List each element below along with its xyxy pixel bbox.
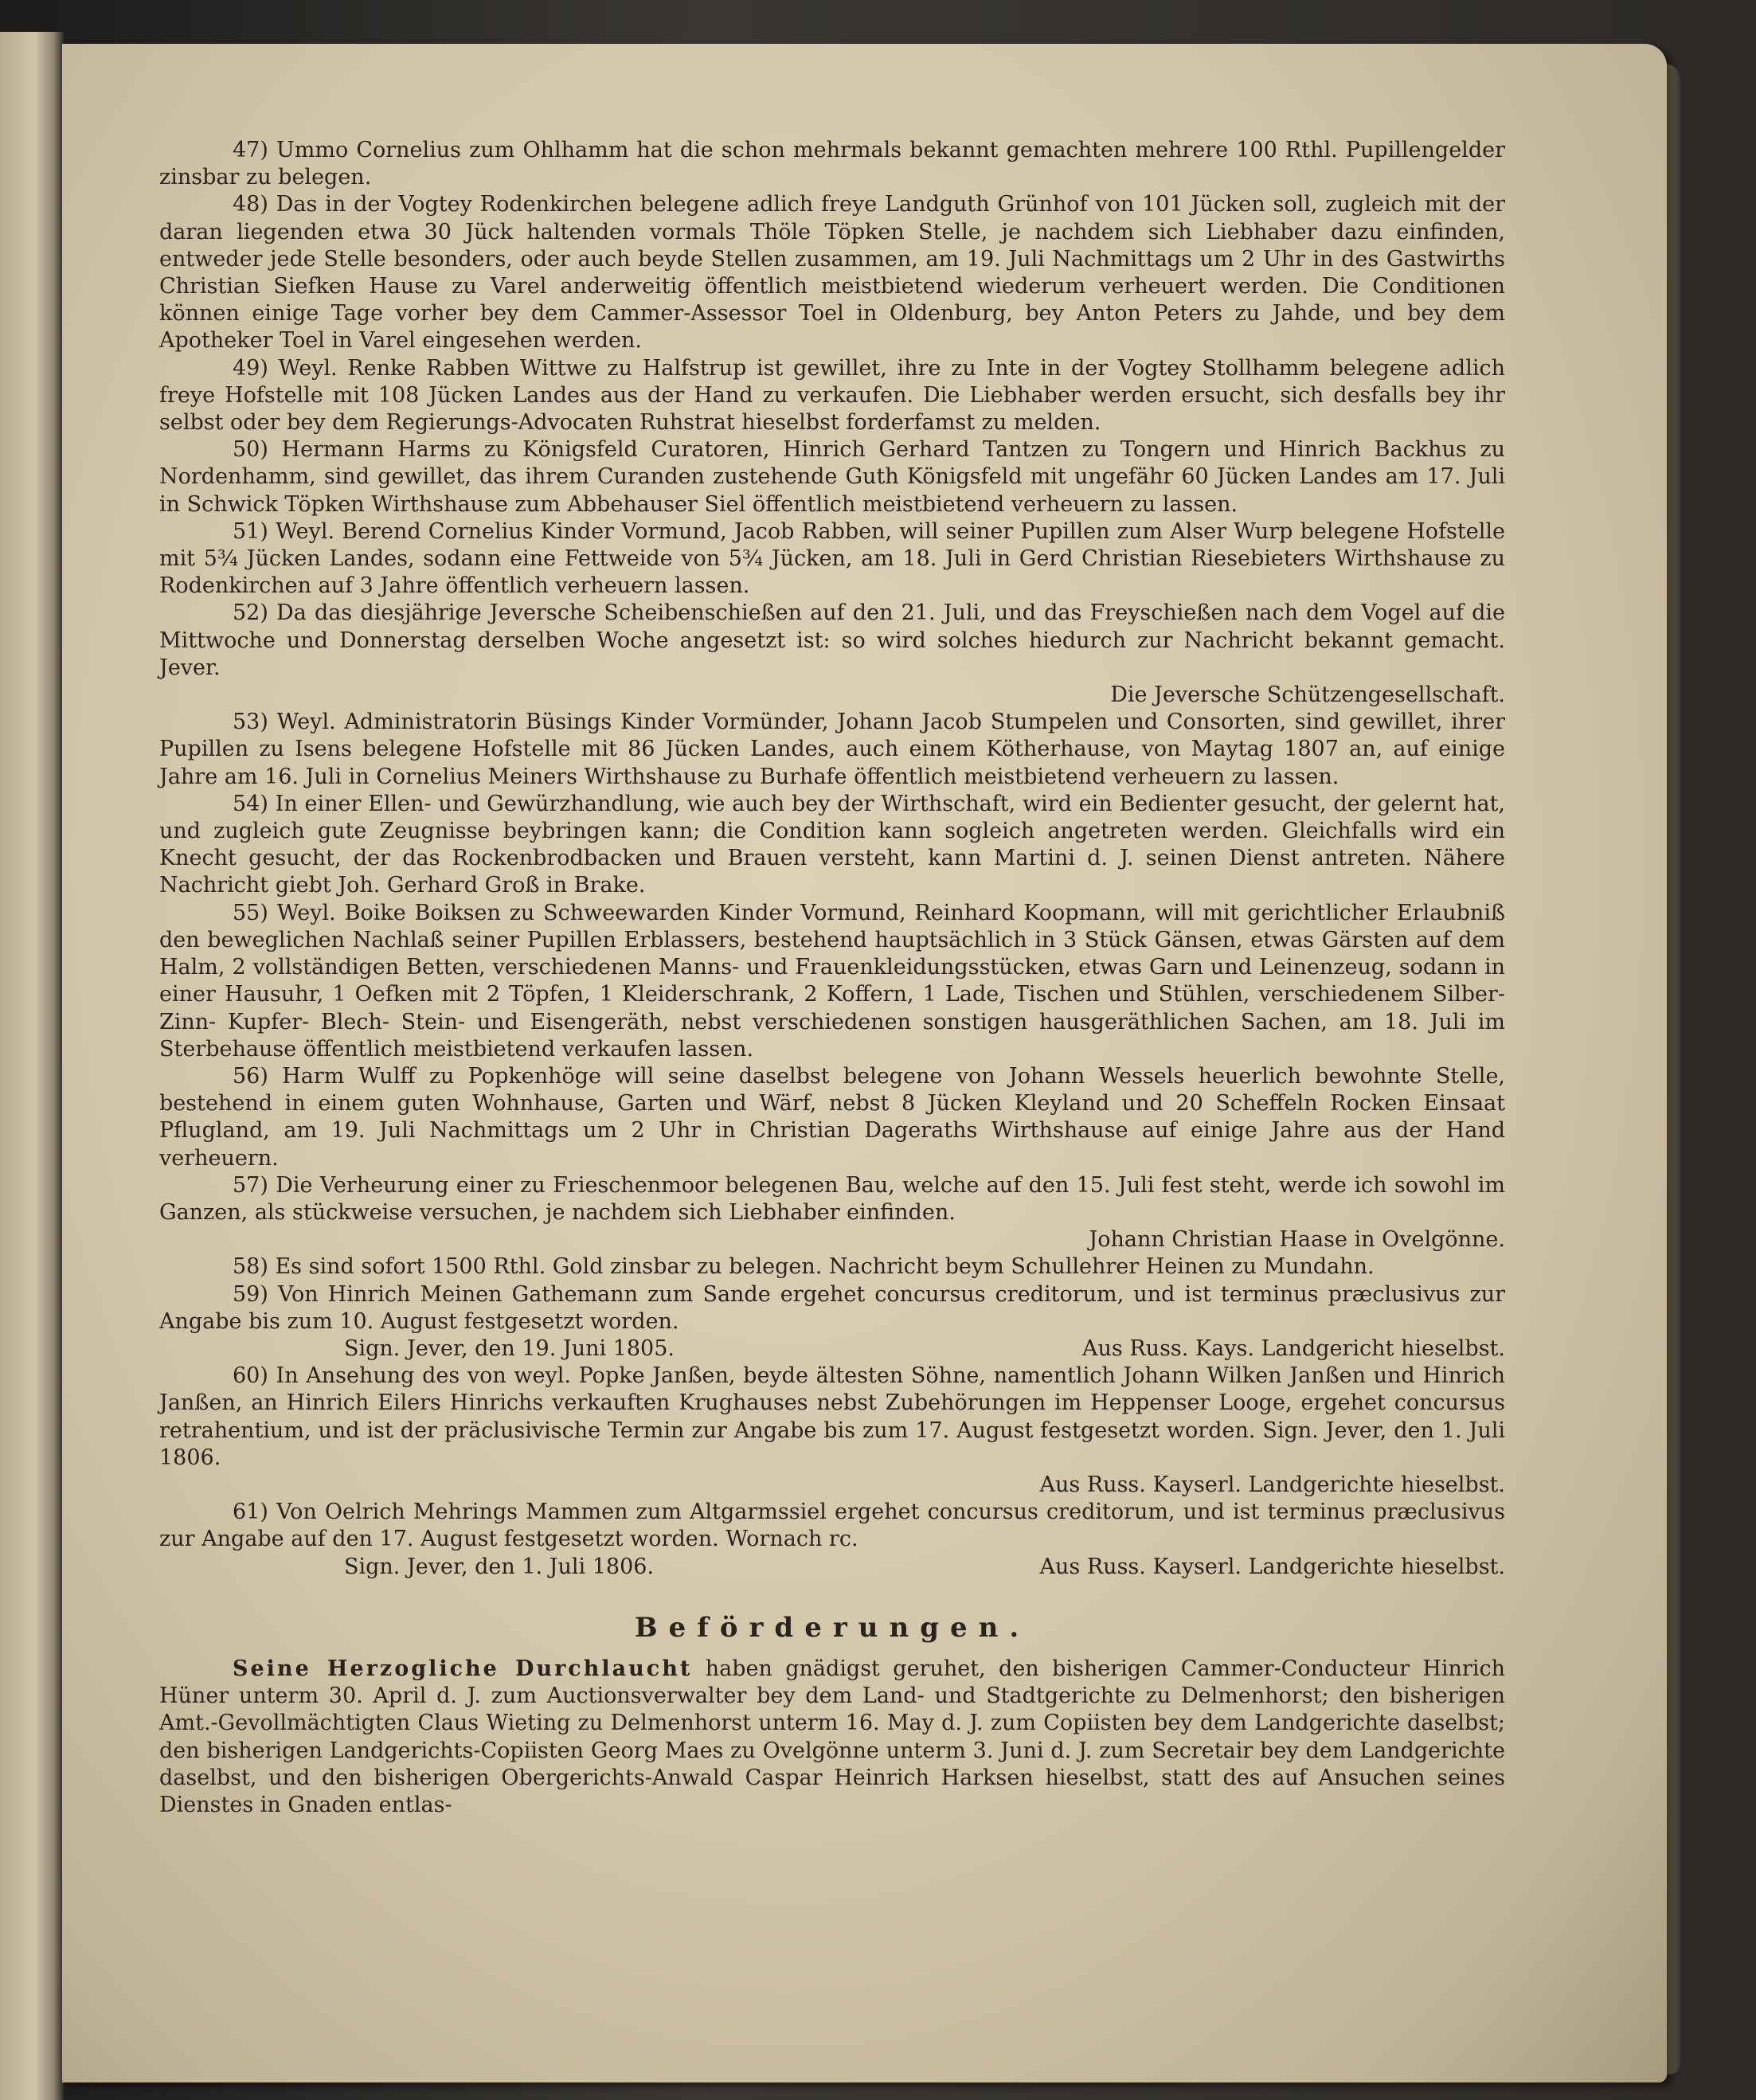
entry-53: 53) Weyl. Administratorin Büsings Kinder Vormünder, Johann Jacob Stumpelen und Consorten, sind gewillet, ihrer Pupillen zu Isens belegene Hofstelle mit 86 Jücken Landes, auch einem Kötherhause, von Maytag 1807 an, auf einige Jahre am 16. Juli in Cornelius Meiners Wirthshause zu Burhafe öffentlich meistbietend verheuern zu lassen. — [159, 710, 1505, 789]
entry-52-signature: Die Jeversche Schützengesellschaft. — [1110, 682, 1505, 708]
entry-61-sign-court: Aus Russ. Kayserl. Landgerichte hieselbst. — [1039, 1554, 1505, 1579]
entry-57-signature: Johann Christian Haase in Ovelgönne. — [1089, 1227, 1505, 1253]
entry-61: 61) Von Oelrich Mehrings Mammen zum Altgarmssiel ergehet concursus creditorum, und ist terminus præclusivus zur Angabe auf den 17. August festgesetzt worden. Wornach rc. — [159, 1500, 1505, 1552]
entry-59: 59) Von Hinrich Meinen Gathemann zum Sande ergehet concursus creditorum, und ist terminus præclusivus zur Angabe bis zum 10. August festgesetzt worden. — [159, 1281, 1505, 1334]
entry-47: 47) Ummo Cornelius zum Ohlhamm hat die schon mehrmals bekannt gemachten mehrere 100 Rthl. Pupillengelder zinsbar zu belegen. — [159, 138, 1505, 190]
entry-54: 54) In einer Ellen- und Gewürzhandlung, wie auch bey der Wirthschaft, wird ein Bedienter gesucht, der gelernt hat, und zugleich gute Zeugnisse beybringen kann; die Condition kann sogleich angetreten werden. Gleichfalls wird ein Knecht gesucht, der das Rockenbrodbacken und Brauen versteht, kann Martini d. J. seinen Dienst antreten. Nähere Nachricht giebt Joh. Gerhard Groß in Brake. — [159, 791, 1505, 898]
entry-48: 48) Das in der Vogtey Rodenkirchen belegene adlich freye Landguth Grünhof von 101 Jücken soll, zugleich mit der daran liegenden etwa 30 Jück haltenden vormals Thöle Töpken Stelle, je nachdem sich Liebhaber dazu einfinden, entweder jede Stelle besonders, oder auch beyde Stellen zusammen, am 19. Juli Nachmittags um 2 Uhr in des Gastwirths Christian Siefken Hause zu Varel anderweitig öffentlich meistbietend wiederum verheuert werden. Die Conditionen können einige Tage vorher bey dem Cammer-Assessor Toel in Oldenburg, bey Anton Peters zu Jahde, und bey dem Apotheker Toel in Varel eingesehen werden. — [159, 192, 1505, 354]
entry-59-sign-court: Aus Russ. Kays. Landgericht hieselbst. — [1082, 1335, 1505, 1361]
entry-60: 60) In Ansehung des von weyl. Popke Janßen, beyde ältesten Söhne, namentlich Johann Wilken Janßen und Hinrich Janßen, an Hinrich Eilers Hinrichs verkauften Krughauses nebst Zubehörungen im Heppenser Looge, ergehet concursus retrahentium, und ist der präclusivische Termin zur Angabe bis zum 17. August festgesetzt worden. Sign. Jever, den 1. Juli 1806. — [159, 1363, 1505, 1470]
page-text — [159, 137, 1505, 1819]
entry-57: 57) Die Verheurung einer zu Frieschenmoor belegenen Bau, welche auf den 15. Juli fest steht, werde ich sowohl im Ganzen, als stückweise versuchen, je nachdem sich Liebhaber einfinden. — [159, 1172, 1505, 1225]
entry-55: 55) Weyl. Boike Boiksen zu Schweewarden Kinder Vormund, Reinhard Koopmann, will mit gerichtlicher Erlaubniß den beweglichen Nachlaß seiner Pupillen Erblassers, bestehend hauptsächlich in 3 Stück Gänsen, etwas Gärsten auf dem Halm, 2 vollständigen Betten, verschiedenen Manns- und Frauenkleidungsstücken, etwas Garn und Leinenzeug, sodann in einer Hausuhr, 1 Oefken mit 2 Töpfen, 1 Kleiderschrank, 2 Koffern, 1 Lade, Tischen und Stühlen, verschiedenem Silber- Zinn- Kupfer- Blech- Stein- und Eisengeräth, nebst verschiedenen sonstigen hausgeräthlichen Sachen, am 18. Juli im Sterbehause öffentlich meistbietend verkaufen lassen. — [159, 900, 1505, 1062]
section-title: Beförderungen. — [634, 1611, 1031, 1644]
entry-49: 49) Weyl. Renke Rabben Wittwe zu Halfstrup ist gewillet, ihre zu Inte in der Vogtey Stollhamm belegene adlich freye Hofstelle mit 108 Jücken Landes aus der Hand zu verkaufen. Die Liebhaber werden ersucht, sich desfalls bey ihr selbst oder bey dem Regierungs-Advocaten Ruhstrat hieselbst forderfamst zu melden. — [159, 355, 1505, 436]
entry-56: 56) Harm Wulff zu Popkenhöge will seine daselbst belegene von Johann Wessels heuerlich bewohnte Stelle, bestehend in einem guten Wohnhause, Garten und Wärf, nebst 8 Jücken Kleyland und 20 Scheffeln Rocken Einsaat Pflugland, am 19. Juli Nachmittags um 2 Uhr in Christian Dageraths Wirthshause auf einige Jahre aus der Hand verheuern. — [159, 1063, 1505, 1171]
entry-52: 52) Da das diesjährige Jeversche Scheibenschießen auf den 21. Juli, und das Freyschießen nach dem Vogel auf die Mittwoche und Donnerstag derselben Woche angesetzt ist: so wird solches hiedurch zur Nachricht bekannt gemacht. Jever. — [159, 600, 1505, 680]
entry-51: 51) Weyl. Berend Cornelius Kinder Vormund, Jacob Rabben, will seiner Pupillen zum Alser Wurp belegene Hofstelle mit 5¾ Jücken Landes, sodann eine Fettweide von 5¾ Jücken, am 18. Juli in Gerd Christian Riesebieters Wirthshause zu Rodenkirchen auf 3 Jahre öffentlich verheuern lassen. — [159, 518, 1505, 599]
section-lead: Seine Herzogliche Durchlaucht — [233, 1656, 693, 1681]
facing-page-edge — [0, 32, 64, 2100]
entry-61-sign-date: Sign. Jever, den 1. Juli 1806. — [344, 1554, 655, 1579]
entry-60-signature: Aus Russ. Kayserl. Landgerichte hieselbst. — [1039, 1472, 1505, 1497]
section-body: haben gnädigst geruhet, den bisherigen Cammer-Conducteur Hinrich Hüner unterm 30. April d. J. zum Auctionsverwalter bey dem Land- und Stadtgerichte zu Delmenhorst; den bisherigen Amt.-Gevollmächtigten Claus Wieting zu Delmenhorst unterm 16. May d. J. zum Copiisten bey dem Landgerichte daselbst; den bisherigen Landgerichts-Copiisten Georg Maes zu Ovelgönne unterm 3. Juni d. J. zum Secretair bey dem Landgerichte daselbst, und den bisherigen Obergerichts-Anwald Caspar Heinrich Harksen hieselbst, statt des auf Ansuchen seines Dienstes in Gnaden entlas- — [159, 1656, 1505, 1817]
entry-61-signature — [159, 1554, 1505, 1581]
entry-59-signature — [159, 1335, 1505, 1363]
entry-50: 50) Hermann Harms zu Königsfeld Curatoren, Hinrich Gerhard Tantzen zu Tongern und Hinrich Backhus zu Nordenhamm, sind gewillet, das ihrem Curanden zustehende Guth Königsfeld mit ungefähr 60 Jücken Landes am 17. Juli in Schwick Töpken Wirthshause zum Abbehauser Siel öffentlich meistbietend verheuern zu lassen. — [159, 437, 1505, 517]
section-paragraph — [159, 1656, 1505, 1819]
entry-58: 58) Es sind sofort 1500 Rthl. Gold zinsbar zu belegen. Nachricht beym Schullehrer Heinen zu Mundahn. — [233, 1254, 1375, 1280]
entry-59-sign-date: Sign. Jever, den 19. Juni 1805. — [344, 1335, 675, 1361]
